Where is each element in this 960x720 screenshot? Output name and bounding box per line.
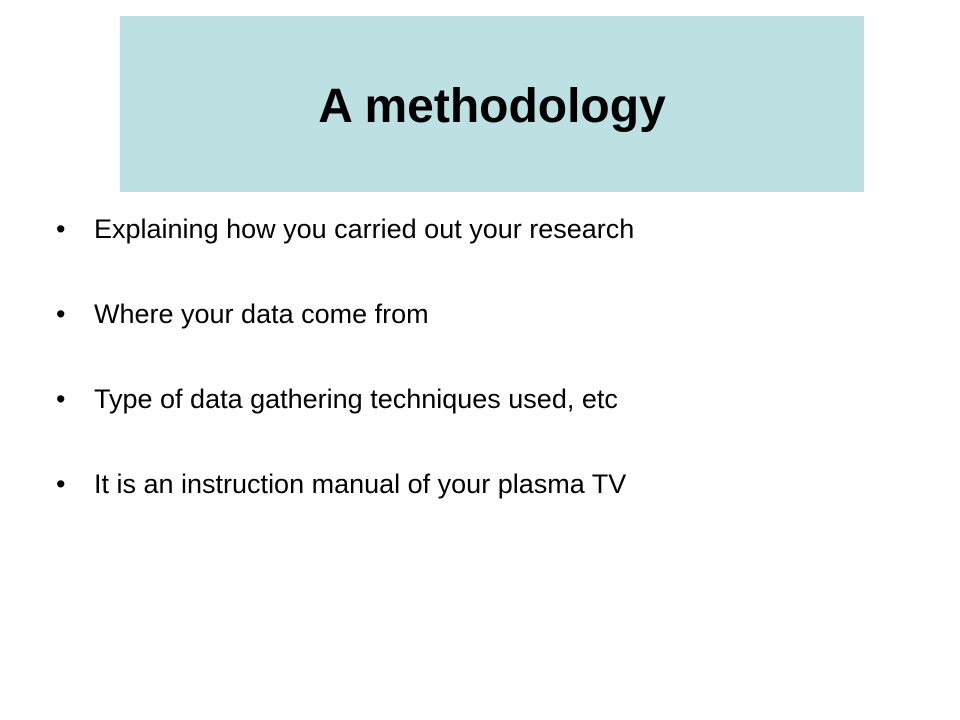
slide-title: A methodology <box>318 79 666 133</box>
title-banner <box>120 16 864 192</box>
bullet-text: Type of data gathering techniques used, etc <box>94 384 618 414</box>
bullet-marker: • <box>56 384 66 414</box>
bullet-text: It is an instruction manual of your plasma TV <box>94 469 627 499</box>
bullet-list <box>56 206 916 546</box>
bullet-item <box>56 461 916 546</box>
bullet-text: Where your data come from <box>94 299 429 329</box>
bullet-text: Explaining how you carried out your research <box>94 214 635 244</box>
bullet-item <box>56 291 916 376</box>
bullet-marker: • <box>56 299 66 329</box>
bullet-item <box>56 206 916 291</box>
bullet-marker: • <box>56 214 66 244</box>
bullet-marker: • <box>56 469 66 499</box>
bullet-item <box>56 376 916 461</box>
